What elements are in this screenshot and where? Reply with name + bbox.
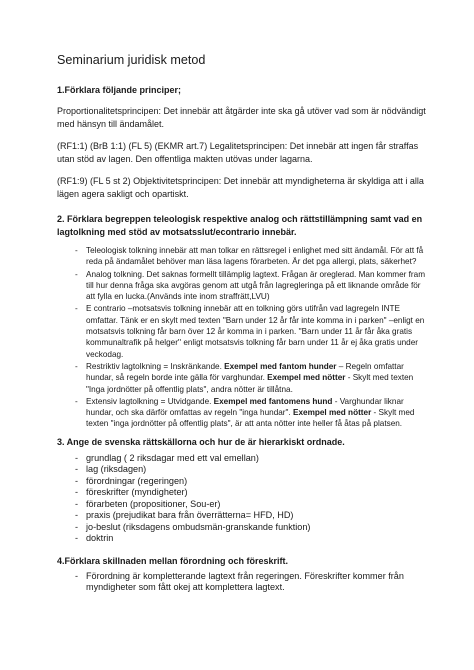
regulation-list [57, 571, 429, 594]
list-item-text: – Regeln omfattar hundar, så regeln borde inte gälla för varghundar. [86, 361, 404, 383]
list-item: - lag (riksdagen) [57, 464, 429, 476]
list-item-text: Analog tolkning. Det saknas formellt tillämplig lagtext. Frågan är oreglerad. Man kommer fram till hur denna fråga ska avgöras genom att utgå från lagregleringa på ett liknande område för att fylla en lucka.(Används inte inom straffrätt,LVU) [86, 269, 426, 302]
list-item-extensive [57, 396, 429, 430]
list-item: - Förordning är kompletterande lagtext från regeringen. Föreskrifter kommer från myndigheter som fått okej att komplettera lagtext. [57, 571, 429, 594]
objectivity-paragraph: (RF1:9) (FL 5 st 2) Objektivitetsprincipen: Det innebär att myndigheterna är skyldiga att i alla lägen agera sakligt och opartiskt. [57, 176, 424, 199]
list-item-text: - Varghundar liknar hundar, och ska därför omfattas av regeln "inga hundar". [86, 396, 404, 418]
interpretation-list [57, 245, 429, 430]
list-item-text: - Skylt med texten "inga jordnötter på offentlig plats", är att anta nötter inte heller få åtas på platsen. [86, 408, 415, 429]
question-3-heading: 3. Ange de svenska rättskällorna och hur de är hierarkiskt ordnade. [57, 436, 345, 447]
question-1-heading: 1.Förklara följande principer; [57, 85, 182, 95]
list-item: - jo-beslut (riksdagens ombudsmän-granskande funktion) [57, 522, 429, 534]
list-item: - föreskrifter (myndigheter) [57, 487, 429, 499]
question-2-heading: 2. Förklara begreppen teleologisk respektive analog och rättstillämpning samt vad en lagtolkning med stöd av motsatsslut/econtrario innebär. [57, 214, 423, 237]
list-item-analog [57, 269, 429, 303]
proportionality-paragraph: Proportionalitetsprincipen: Det innebär att åtgärder inte ska gå utöver vad som är nödvändigt med hänsyn till ändamålet. [57, 106, 426, 129]
list-item: - doktrin [57, 533, 429, 545]
list-item-e-contrario [57, 303, 429, 359]
legality-paragraph: (RF1:1) (BrB 1:1) (FL 5) (EKMR art.7) Legalitetsprincipen: Det innebär att ingen får straffas utan stöd av lagen. Den offentliga makten utövas under lagarna. [57, 141, 419, 164]
list-item: - förordningar (regeringen) [57, 476, 429, 488]
list-item: - praxis (prejudikat bara från överrätterna= HFD, HD) [57, 510, 429, 522]
legal-sources-list [57, 453, 429, 545]
list-item-teleological [57, 245, 429, 268]
list-item-text: E contrario –motsatsvis tolkning innebär att en tolkning görs utifrån vad lagregeln INTE omfattar. Tänk er en skylt med texten "Barn under 12 år får inte komma in i parken" –enligt en motsatsvis tolkning får barn över 12 år komma in i parken. ''Barn under 11 år får åka gratis kommunaltrafik på helger'' enligt motsatsvis tolkning får barn under 11 år ej åka gratis under veckodag. [86, 304, 425, 359]
document-content [57, 53, 429, 594]
list-item-example-bold: Exempel med fantom hunder [224, 361, 337, 371]
list-item-example-bold: Exempel med fantomens hund [213, 396, 333, 406]
list-item-text: - Skylt med texten "Inga jordnötter på offentlig plats", andra nötter är tillåtna. [86, 373, 414, 394]
list-item-text: Extensiv lagtolkning = Utvidgande. [86, 396, 214, 406]
list-item-example-bold: Exempel med nötter [293, 408, 372, 418]
list-item-restrictive [57, 361, 429, 395]
list-item: - förarbeten (propositioner, Sou-er) [57, 499, 429, 511]
document-title: Seminarium juridisk metod [57, 53, 206, 67]
list-item-text: Teleologisk tolkning innebär att man tolkar en rättsregel i enlighet med sitt ändamål. För att få reda på ändamålet behöver man läsa lagens förarbeten. Är det pga allergi, plats, säkerhet? [86, 246, 424, 267]
list-item: - grundlag ( 2 riksdagar med ett val emellan) [57, 453, 429, 465]
question-4-heading: 4.Förklara skillnaden mellan förordning och föreskrift. [57, 555, 289, 566]
list-item-text: Restriktiv lagtolkning = Inskränkande. [86, 361, 225, 371]
list-item-example-bold: Exempel med nötter [267, 373, 346, 383]
